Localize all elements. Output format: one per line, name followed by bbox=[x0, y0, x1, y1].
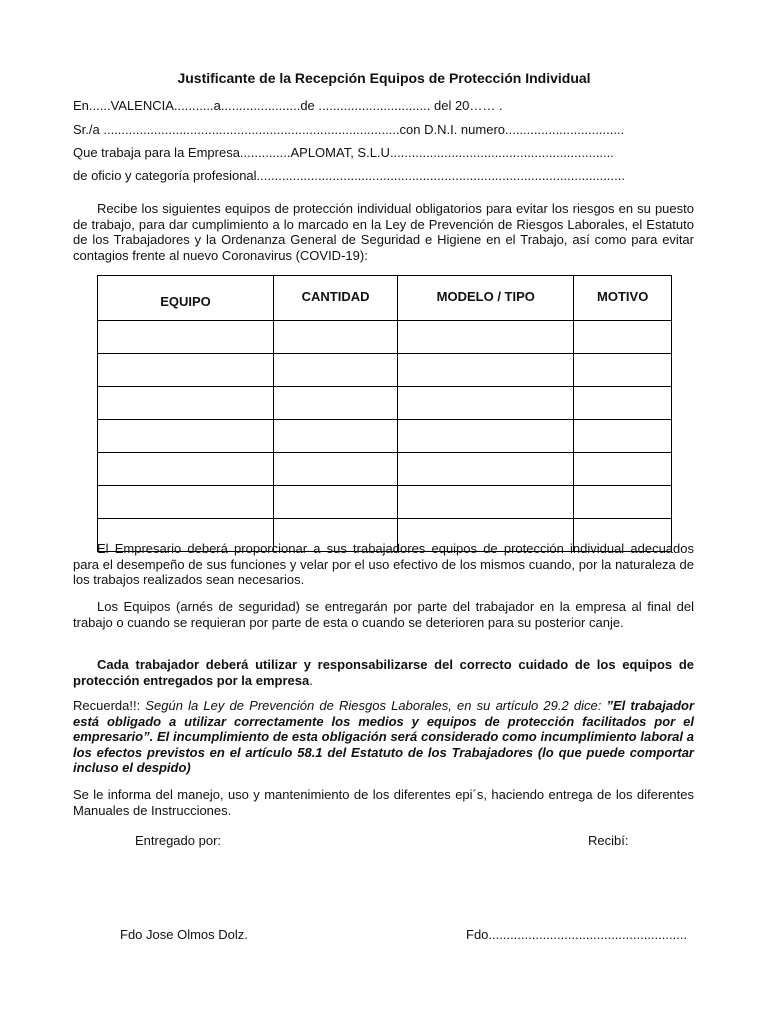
table-cell[interactable] bbox=[273, 321, 397, 354]
table-cell[interactable] bbox=[574, 453, 672, 486]
intro-text: Recibe los siguientes equipos de protección individual obligatorios para evitar los riesgos en su puesto de trabajo, para dar cumplimiento a lo marcado en la Ley de Prevención de Riesgos Laborales, el Estatuto de los Trabajadores y la Ordenanza General de Seguridad e Higiene en el Trabajo, así como para evitar contagios frente al nuevo Coronavirus (COVID-19): bbox=[73, 201, 694, 263]
information-text: Se le informa del manejo, uso y mantenimiento de los diferentes epi´s, haciendo entrega de los diferentes Manuales de Instrucciones. bbox=[73, 787, 694, 818]
table-row bbox=[98, 321, 672, 354]
delivered-by-label: Entregado por: bbox=[135, 833, 222, 848]
intro-paragraph bbox=[73, 201, 694, 263]
table-cell[interactable] bbox=[574, 387, 672, 420]
table-cell[interactable] bbox=[398, 321, 574, 354]
table-cell[interactable] bbox=[273, 486, 397, 519]
table-row bbox=[98, 453, 672, 486]
equipment-table bbox=[97, 275, 672, 552]
employer-text: El Empresario deberá proporcionar a sus trabajadores equipos de protección individual adecuados para el desempeño de sus funciones y velar por el uso efectivo de los mismos cuando, por la naturaleza de los trabajos realizados sean necesarios. bbox=[73, 541, 694, 587]
company-line: Que trabaja para la Empresa..............APLOMAT, S.L.U.............................................................. bbox=[73, 145, 614, 160]
table-header-row bbox=[98, 276, 672, 321]
table-cell[interactable] bbox=[398, 486, 574, 519]
equipment-return-paragraph bbox=[73, 599, 694, 630]
table-cell[interactable] bbox=[574, 486, 672, 519]
table-cell[interactable] bbox=[398, 387, 574, 420]
table-row bbox=[98, 420, 672, 453]
header-equipo: EQUIPO bbox=[98, 276, 274, 321]
table-cell[interactable] bbox=[273, 420, 397, 453]
responsibility-text: Cada trabajador deberá utilizar y responsabilizarse del correcto cuidado de los equipos de protección entregados por la empresa bbox=[73, 657, 694, 688]
table-row bbox=[98, 486, 672, 519]
header-motivo: MOTIVO bbox=[574, 276, 672, 321]
profession-line: de oficio y categoría profesional...................................................................................................... bbox=[73, 168, 625, 183]
table-cell[interactable] bbox=[98, 387, 274, 420]
document-title: Justificante de la Recepción Equipos de Protección Individual bbox=[177, 70, 591, 86]
table-cell[interactable] bbox=[273, 387, 397, 420]
table-cell[interactable] bbox=[98, 486, 274, 519]
table-cell[interactable] bbox=[574, 321, 672, 354]
responsibility-paragraph bbox=[73, 657, 694, 688]
employer-paragraph bbox=[73, 541, 694, 588]
table-row bbox=[98, 387, 672, 420]
table-cell[interactable] bbox=[574, 354, 672, 387]
reminder-intro: Según la Ley de Prevención de Riesgos Laborales, en su artículo 29.2 dice: bbox=[140, 698, 607, 713]
header-cantidad: CANTIDAD bbox=[273, 276, 397, 321]
header-modelo-tipo: MODELO / TIPO bbox=[398, 276, 574, 321]
table-cell[interactable] bbox=[398, 453, 574, 486]
reminder-label: Recuerda!!: bbox=[73, 698, 141, 713]
responsibility-end: . bbox=[309, 672, 313, 688]
table-cell[interactable] bbox=[98, 321, 274, 354]
signature-right: Fdo....................................................... bbox=[466, 927, 688, 942]
table-cell[interactable] bbox=[398, 354, 574, 387]
table-row bbox=[98, 354, 672, 387]
table-cell[interactable] bbox=[574, 420, 672, 453]
location-date-line: En......VALENCIA...........a......................de ............................... del 20…… . bbox=[73, 98, 503, 113]
table-cell[interactable] bbox=[273, 354, 397, 387]
table-cell[interactable] bbox=[273, 453, 397, 486]
reminder-quote: ”El trabajador está obligado a utilizar correctamente los medios y equipos de protección facilitados por el empresario”. El incumplimiento de esta obligación será considerado como incumplimiento laboral a los efectos previstos en el artículo 58.1 del Estatuto de los Trabajadores (lo que puede comportar incluso el despido) bbox=[73, 698, 695, 775]
reminder-paragraph bbox=[73, 698, 694, 776]
table-cell[interactable] bbox=[398, 420, 574, 453]
information-paragraph bbox=[73, 787, 694, 818]
received-label: Recibí: bbox=[588, 833, 629, 848]
equipment-return-text: Los Equipos (arnés de seguridad) se entregarán por parte del trabajador en la empresa al final del trabajo o cuando se requieran por parte de esta o cuando se deterioren para su posterior canje. bbox=[73, 599, 694, 630]
table-cell[interactable] bbox=[98, 354, 274, 387]
table-cell[interactable] bbox=[98, 453, 274, 486]
worker-name-line: Sr./a ..................................................................................con D.N.I. numero................................. bbox=[73, 122, 625, 137]
signature-left: Fdo Jose Olmos Dolz. bbox=[120, 927, 248, 942]
table-cell[interactable] bbox=[98, 420, 274, 453]
